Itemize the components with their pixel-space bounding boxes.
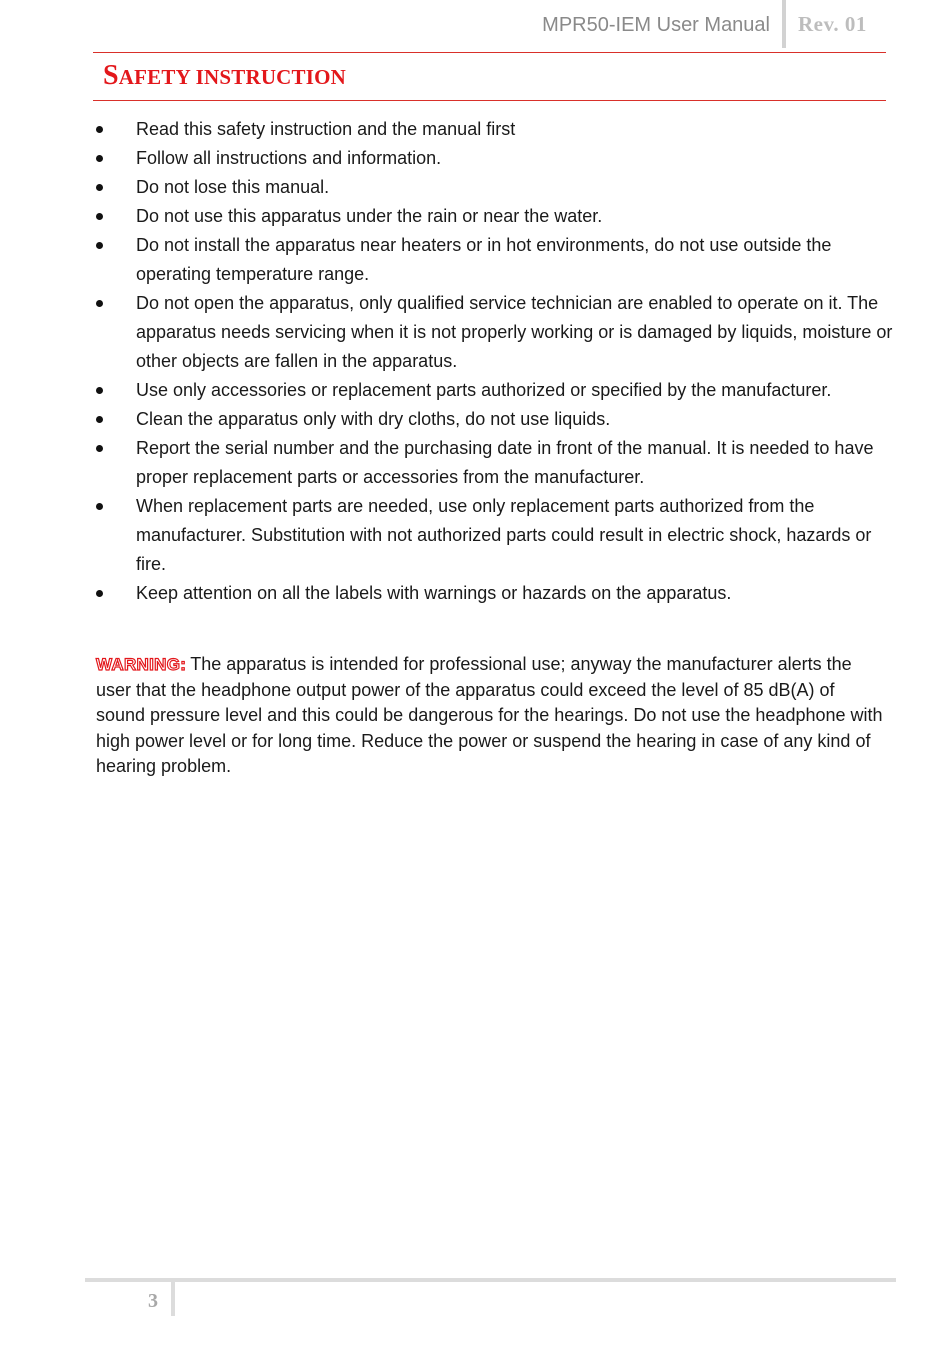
document-title: MPR50-IEM User Manual bbox=[542, 14, 770, 36]
bullet-icon bbox=[96, 300, 103, 307]
list-item bbox=[95, 405, 895, 434]
bullet-icon bbox=[96, 242, 103, 249]
list-item bbox=[95, 144, 895, 173]
list-item-text: Do not lose this manual. bbox=[136, 177, 330, 197]
bullet-icon bbox=[96, 503, 103, 510]
bullet-icon bbox=[96, 445, 103, 452]
safety-instruction-list bbox=[95, 115, 895, 608]
list-item bbox=[95, 289, 895, 376]
list-item-text: Use only accessories or replacement parts authorized or specified by the manufacturer. bbox=[136, 380, 832, 400]
list-item bbox=[95, 173, 895, 202]
warning-label: WARNING: bbox=[96, 655, 187, 674]
section-heading-initial: S bbox=[103, 60, 119, 91]
list-item-text: Read this safety instruction and the manual first bbox=[136, 119, 516, 139]
list-item-text: Keep attention on all the labels with warnings or hazards on the apparatus. bbox=[136, 583, 732, 603]
list-item-text: Do not install the apparatus near heaters or in hot environments, do not use outside the operating temperature range. bbox=[136, 235, 832, 284]
section-heading bbox=[103, 60, 346, 92]
list-item bbox=[95, 115, 895, 144]
bullet-icon bbox=[96, 126, 103, 133]
bullet-icon bbox=[96, 155, 103, 162]
list-item bbox=[95, 579, 895, 608]
list-item bbox=[95, 202, 895, 231]
bullet-icon bbox=[96, 416, 103, 423]
bullet-icon bbox=[96, 590, 103, 597]
list-item-text: Follow all instructions and information. bbox=[136, 148, 442, 168]
list-item-text: Do not open the apparatus, only qualified service technician are enabled to operate on it. The apparatus needs servicing when it is not properly working or is damaged by liquids, moisture or other objects are fallen in the apparatus. bbox=[136, 293, 893, 371]
list-item bbox=[95, 434, 895, 492]
section-heading-rest: AFETY INSTRUCTION bbox=[118, 65, 347, 89]
warning-text: The apparatus is intended for professional use; anyway the manufacturer alerts the user that the headphone output power of the apparatus could exceed the level of 85 dB(A) of sound pressure level and this could be dangerous for the hearings. Do not use the headphone with high power level or for long time. Reduce the power or suspend the hearing in case of any kind of hearing problem. bbox=[96, 654, 883, 776]
list-item-text: Report the serial number and the purchasing date in front of the manual. It is needed to have proper replacement parts or accessories from the manufacturer. bbox=[136, 438, 874, 487]
page-number: 3 bbox=[148, 1290, 158, 1312]
list-item-text: Do not use this apparatus under the rain or near the water. bbox=[136, 206, 603, 226]
list-item bbox=[95, 231, 895, 289]
heading-top-rule bbox=[93, 52, 886, 53]
list-item bbox=[95, 492, 895, 579]
bullet-icon bbox=[96, 184, 103, 191]
footer-rule bbox=[85, 1278, 896, 1282]
list-item-text: When replacement parts are needed, use only replacement parts authorized from the manufacturer. Substitution with not authorized parts could result in electric shock, hazards or fire. bbox=[136, 496, 872, 574]
list-item-text: Clean the apparatus only with dry cloths, do not use liquids. bbox=[136, 409, 611, 429]
heading-bottom-rule bbox=[93, 100, 886, 101]
bullet-icon bbox=[96, 387, 103, 394]
header-divider bbox=[782, 0, 786, 48]
bullet-icon bbox=[96, 213, 103, 220]
revision-label: Rev. 01 bbox=[798, 12, 867, 36]
warning-paragraph bbox=[96, 652, 886, 780]
list-item bbox=[95, 376, 895, 405]
footer-divider bbox=[171, 1282, 175, 1316]
